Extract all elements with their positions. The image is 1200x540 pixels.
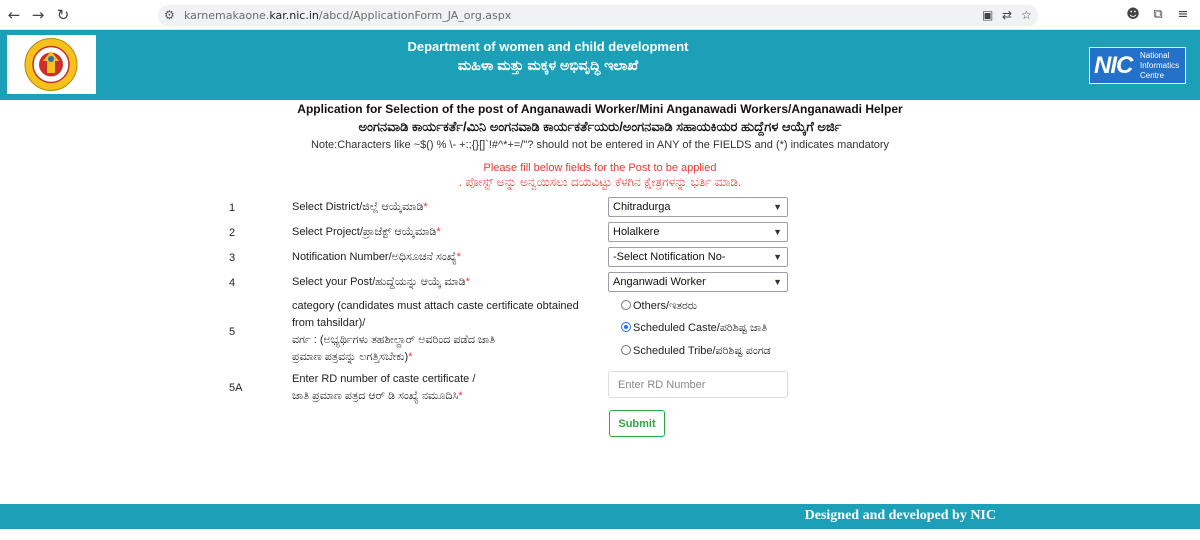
form-heading-en: Application for Selection of the post of Anganawadi Worker/Mini Anganawadi Workers/Anganawadi Helper [297,102,903,116]
radio-button[interactable] [621,345,631,355]
install-app-icon[interactable]: ▣ [982,8,994,22]
project-select[interactable]: Holalkere ▼ [608,222,788,242]
menu-icon[interactable]: ≡ [1177,7,1189,22]
required-star: * [408,351,413,363]
row-number: 5 [229,326,236,338]
row-number: 1 [229,202,236,214]
profile-icon[interactable]: ☻ [1126,7,1140,22]
notification-select[interactable]: -Select Notification No- ▼ [608,247,788,267]
row-number: 5A [229,382,243,394]
row-number: 4 [229,277,236,289]
submit-button[interactable]: Submit [609,410,665,437]
project-label: Select Project/ಪ್ರಾಜೆಕ್ಟ್ ಆಯ್ಕೆಮಾಡಿ* [292,226,441,238]
footer-credit: Designed and developed by NIC [804,508,996,523]
chevron-down-icon: ▼ [773,227,782,237]
site-info-icon[interactable]: ⚙ [164,8,175,22]
required-star: * [436,226,441,238]
nic-logo [1089,47,1186,84]
rd-number-input[interactable] [608,371,788,398]
back-arrow-icon[interactable]: ← [7,6,21,24]
row-number: 2 [229,227,236,239]
fill-instruction-en: Please fill below fields for the Post to be applied [483,162,717,174]
category-radio-st[interactable]: Scheduled Tribe/ಪರಿಶಿಷ್ಟ ಪಂಗಡ [621,344,771,358]
radio-button[interactable] [621,300,631,310]
required-star: * [423,201,428,213]
notification-label: Notification Number/ಅಧಿಸೂಚನೆ ಸಂಖ್ಯೆ* [292,251,461,263]
bookmark-star-icon[interactable]: ☆ [1021,8,1032,22]
footer-bar [0,504,1200,529]
form-heading-kn: ಅಂಗನವಾಡಿ ಕಾರ್ಯಕರ್ತೆ/ಮಿನಿ ಅಂಗನವಾಡಿ ಕಾರ್ಯಕರ್ತೆಯರು/ಅಂಗನವಾಡಿ ಸಹಾಯಕಿಯರ ಹುದ್ದೆಗಳ ಆಯ್ಕೆಗೆ ಅರ್ಜಿ [358,119,842,134]
chevron-down-icon: ▼ [773,252,782,262]
nic-logo-text: National Informatics Centre [1140,51,1180,80]
extensions-icon[interactable]: ⧉ [1153,7,1163,22]
radio-button-selected[interactable] [621,322,631,332]
reload-icon[interactable]: ↻ [56,6,70,24]
header-banner [0,30,1200,100]
address-bar[interactable] [158,5,1038,26]
nic-logo-mark: NIC [1094,52,1133,79]
rd-number-label: Enter RD number of caste certificate / ಜಾತಿ ಪ್ರಮಾಣ ಪತ್ರದ ಆರ್ ಡಿ ಸಂಖ್ಯೆ ನಮೂದಿಸಿ* [292,373,476,402]
category-radio-sc[interactable]: Scheduled Caste/ಪರಿಶಿಷ್ಟ ಜಾತಿ [621,321,767,335]
browser-toolbar [0,0,1200,30]
district-select[interactable]: Chitradurga ▼ [608,197,788,217]
department-title-kn: ಮಹಿಳಾ ಮತ್ತು ಮಕ್ಕಳ ಅಭಿವೃದ್ಧಿ ಇಲಾಖೆ [457,57,639,73]
fill-instruction-kn: . ಪೋಸ್ಟ್ ಅನ್ನು ಅನ್ವಯಿಸಲು ದಯವಿಟ್ಟು ಕೆಳಗಿನ ಕ್ಷೇತ್ರಗಳನ್ನು ಭರ್ತಿ ಮಾಡಿ. [458,175,742,189]
required-star: * [458,390,463,402]
form-note: Note:Characters like ~$() % \- +:;{}[]`!#^*+=/"? should not be entered in ANY of the FIELDS and (*) indicates mandatory [310,139,890,151]
chevron-down-icon: ▼ [773,277,782,287]
category-label: category (candidates must attach caste certificate obtained from tahsildar)/ ವರ್ಗ : (ಅಭ್ಯರ್ಥಿಗಳು ತಹಶೀಲ್ದಾರ್ ಅವರಿಂದ ಪಡೆದ ಜಾತಿ ಪ್ರಮಾಣ ಪತ್ರವನ್ನು ಲಗತ್ತಿಸಬೇಕು)* [292,300,579,363]
row-number: 3 [229,252,236,264]
required-star: * [456,251,461,263]
chevron-down-icon: ▼ [773,202,782,212]
category-radio-others[interactable]: Others/ಇತರರು [621,299,697,313]
post-select[interactable]: Anganwadi Worker ▼ [608,272,788,292]
post-label: Select your Post/ಹುದ್ದೆಯನ್ನು ಆಯ್ಕೆ ಮಾಡಿ* [292,276,470,288]
department-title-en: Department of women and child development [407,39,689,54]
translate-icon[interactable]: ⇄ [1002,8,1013,22]
forward-arrow-icon[interactable]: → [31,6,45,24]
district-label: Select District/ಜಿಲ್ಲೆ ಆಯ್ಕೆಮಾಡಿ* [292,201,428,213]
url-text: karnemakaone.kar.nic.in/abcd/ApplicationForm_JA_org.aspx [184,9,512,22]
required-star: * [465,276,470,288]
